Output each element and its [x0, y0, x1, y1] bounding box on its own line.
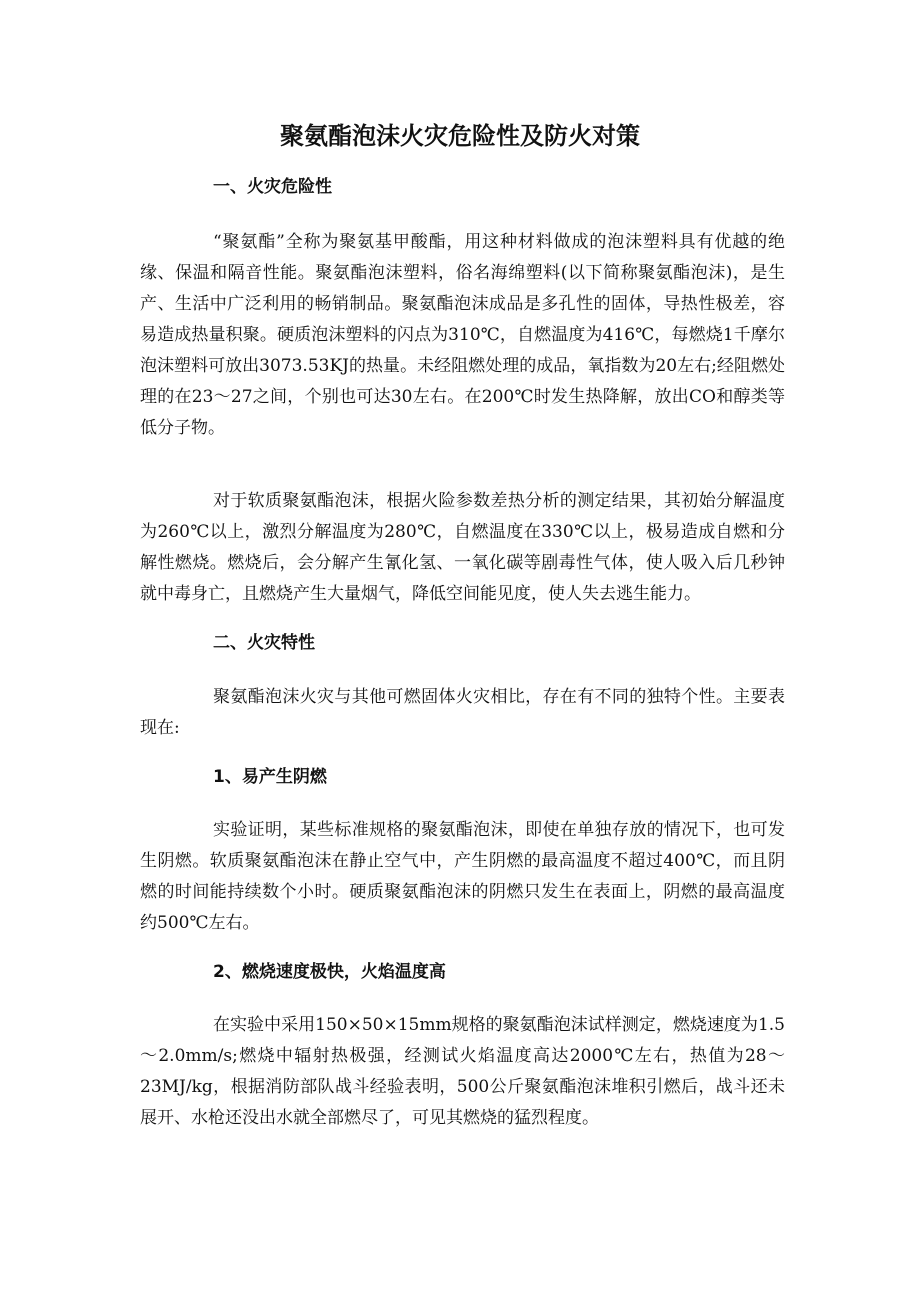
paragraph-smoldering: 实验证明，某些标准规格的聚氨酯泡沫，即使在单独存放的情况下，也可发生阴燃。软质聚氨酯泡沫在静止空气中，产生阴燃的最高温度不超过400℃，而且阴燃的时间能持续数个小时。硬质聚氨酯泡沫的阴燃只发生在表面上，阴燃的最高温度约500℃左右。: [140, 820, 785, 933]
paragraph-characteristics-intro: 聚氨酯泡沫火灾与其他可燃固体火灾相比，存在有不同的独特个性。主要表现在:: [140, 687, 785, 738]
paragraph-polyurethane-properties: “聚氨酯”全称为聚氨基甲酸酯，用这种材料做成的泡沫塑料具有优越的绝缘、保温和隔音性能。聚氨酯泡沫塑料，俗名海绵塑料(以下简称聚氨酯泡沫)，是生产、生活中广泛利用的畅销制品。聚氨酯泡沫成品是多孔性的固体，导热性极差，容易造成热量积聚。硬质泡沫塑料的闪点为310℃，自燃温度为416℃，每燃烧1千摩尔泡沫塑料可放出3073.53KJ的热量。未经阻燃处理的成品，氧指数为20左右;经阻燃处理的在23～27之间，个别也可达30左右。在200℃时发生热降解，放出CO和醇类等低分子物。: [140, 232, 785, 438]
paragraph-soft-foam-decomposition: 对于软质聚氨酯泡沫，根据火险参数差热分析的测定结果，其初始分解温度为260℃以上，激烈分解温度为280℃，自燃温度在330℃以上，极易造成自燃和分解性燃烧。燃烧后，会分解产生氰化氢、一氧化碳等剧毒性气体，使人吸入后几秒钟就中毒身亡，且燃烧产生大量烟气，降低空间能见度，使人失去逃生能力。: [140, 491, 785, 604]
section-heading-burning-speed: 2、燃烧速度极快，火焰温度高: [213, 962, 446, 982]
section-heading-fire-hazard: 一、火灾危险性: [213, 177, 332, 197]
section-heading-smoldering: 1、易产生阴燃: [213, 767, 327, 787]
paragraph-burning-speed: 在实验中采用150×50×15mm规格的聚氨酯泡沫试样测定，燃烧速度为1.5～2.0mm/s;燃烧中辐射热极强，经测试火焰温度高达2000℃左右，热值为28～23MJ/kg，根据消防部队战斗经验表明，500公斤聚氨酯泡沫堆积引燃后，战斗还未展开、水枪还没出水就全部燃尽了，可见其燃烧的猛烈程度。: [140, 1015, 785, 1128]
document-title: 聚氨酯泡沫火灾危险性及防火对策: [280, 122, 640, 150]
section-heading-fire-characteristics: 二、火灾特性: [213, 633, 315, 653]
